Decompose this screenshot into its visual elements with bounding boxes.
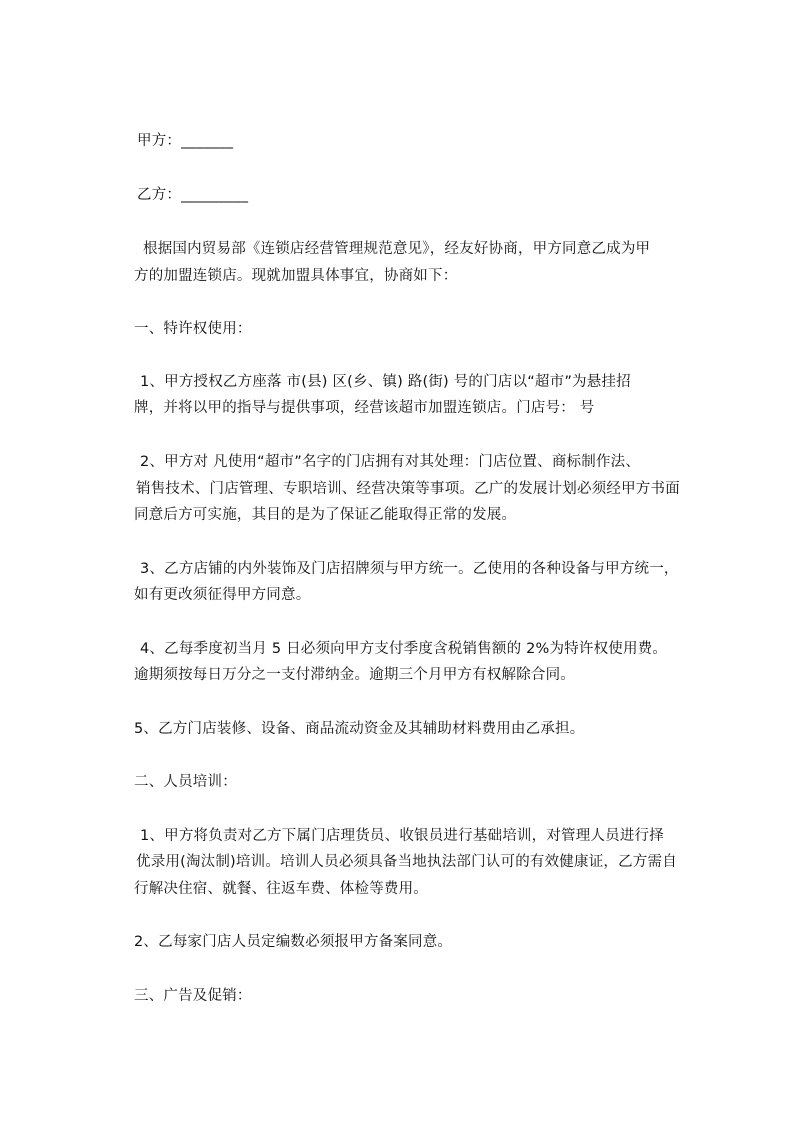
s1-item4-line-1: 4、乙每季度初当月 5 日必须向甲方支付季度含税销售额的 2%为特许权使用费。: [140, 641, 668, 657]
s1-item1-line-1: 1、甲方授权乙方座落 市(县) 区(乡、镇) 路(街) 号的门店以“超市”为悬挂招: [140, 374, 631, 390]
section-1-title: 一、特许权使用：: [134, 321, 252, 337]
s1-item3-line-2: 如有更改须征得甲方同意。: [134, 587, 311, 603]
s2-item2-line: 2、乙每家门店人员定编数必须报甲方备案同意。: [134, 934, 453, 950]
s2-item1-line-1: 1、甲方将负责对乙方下属门店理货员、收银员进行基础培训，对管理人员进行择: [140, 828, 664, 844]
s1-item2-line-2: 销售技术、门店管理、专职培训、经营决策等事项。乙广的发展计划必须经甲方书面: [136, 481, 680, 497]
s2-item1-line-2: 优录用(淘汰制)培训。培训人员必须具备当地执法部门认可的有效健康证，乙方需自: [136, 854, 677, 870]
party-a-line: 甲方：_______: [137, 133, 234, 149]
s2-item1-line-3: 行解决住宿、就餐、往返车费、体检等费用。: [134, 881, 428, 897]
s1-item3-line-1: 3、乙方店铺的内外装饰及门店招牌须与甲方统一。乙使用的各种设备与甲方统一，: [140, 561, 679, 577]
s1-item1-line-2: 牌，并将以甲的指导与提供事项，经营该超市加盟连锁店。门店号： 号: [134, 400, 595, 416]
s1-item4-line-2: 逾期须按每日万分之一支付滞纳金。逾期三个月甲方有权解除合同。: [134, 667, 575, 683]
party-b-line: 乙方：_________: [137, 187, 249, 203]
intro-line-1: 根据国内贸易部《连锁店经营管理规范意见》，经友好协商，甲方同意乙成为甲: [143, 241, 651, 257]
intro-line-2: 方的加盟连锁店。现就加盟具体事宜，协商如下：: [134, 268, 458, 284]
section-3-title: 三、广告及促销：: [134, 988, 252, 1004]
s1-item2-line-3: 同意后方可实施，其目的是为了保证乙能取得正常的发展。: [134, 507, 517, 523]
section-2-title: 二、人员培训：: [134, 774, 237, 790]
s1-item5-line: 5、乙方门店装修、设备、商品流动资金及其辅助材料费用由乙承担。: [134, 721, 585, 737]
s1-item2-line-1: 2、甲方对 凡使用“超市”名字的门店拥有对其处理：门店位置、商标制作法、: [140, 454, 641, 470]
